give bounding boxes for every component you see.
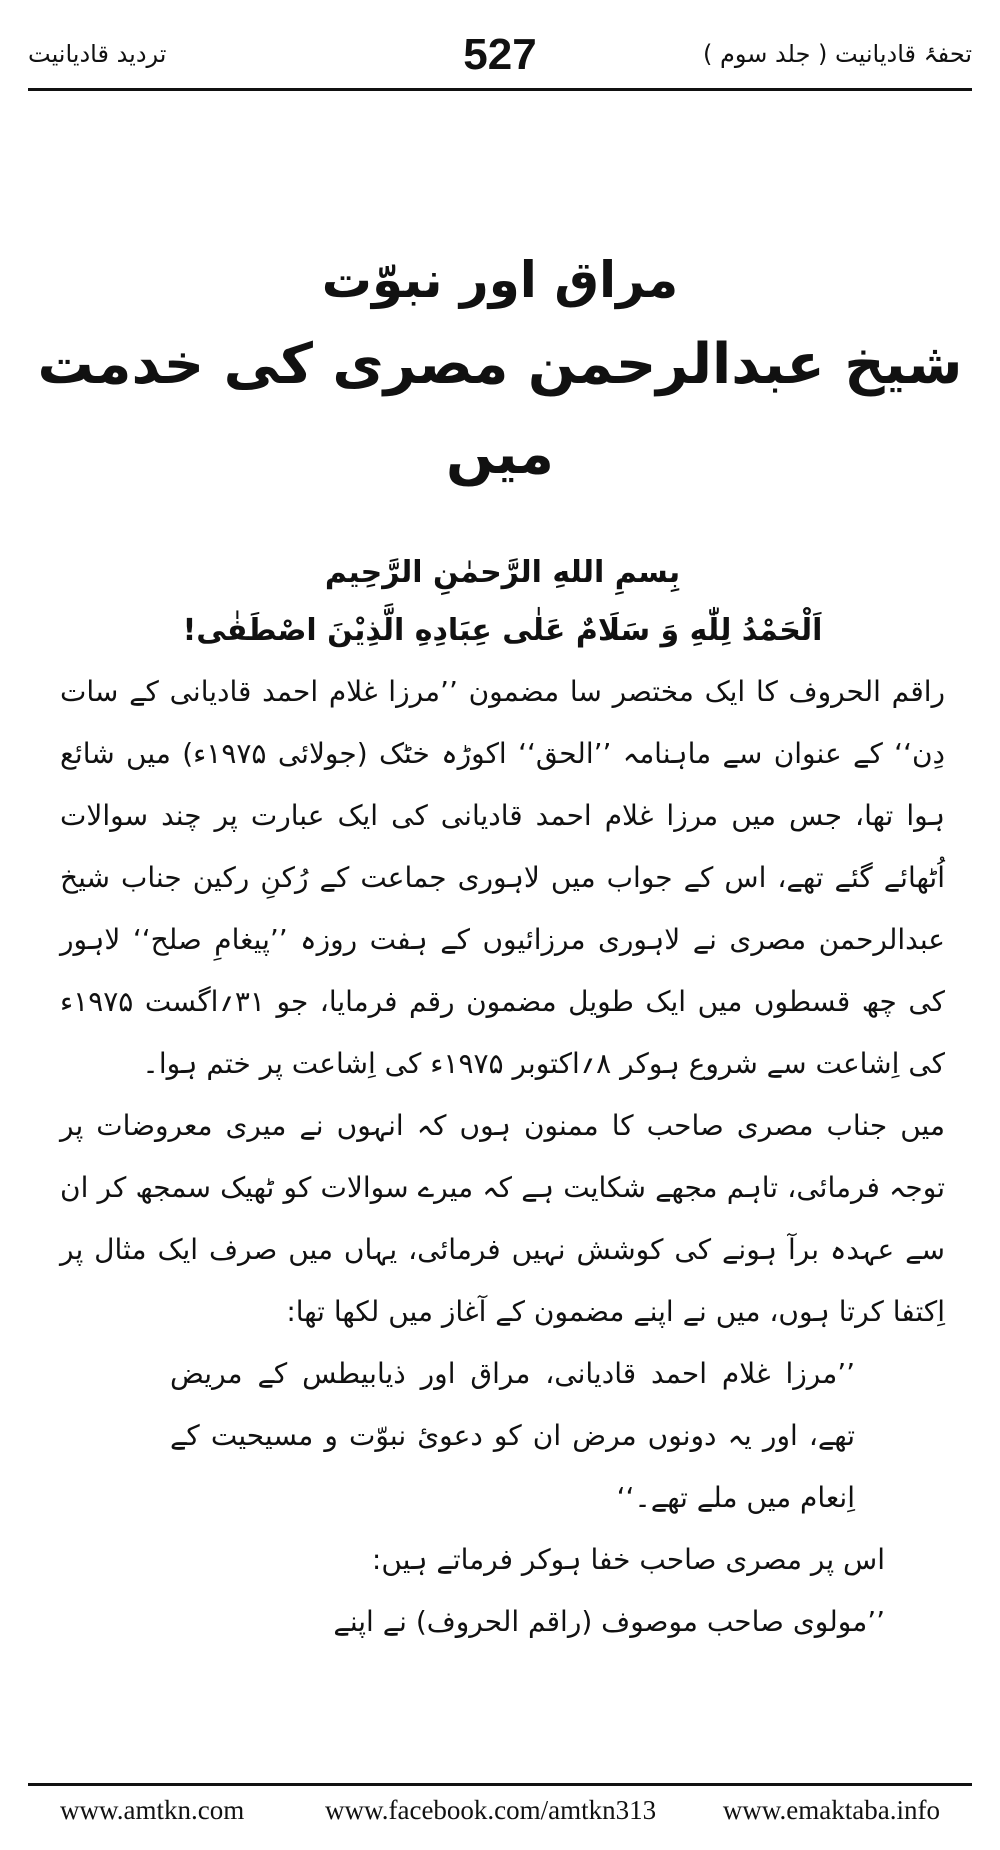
book-title: تحفۂ قادیانیت ( جلد سوم ) bbox=[703, 40, 972, 68]
paragraph-1: راقم الحروف کا ایک مختصر سا مضمون ’’مرزا غلام احمد قادیانی کے سات دِن‘‘ کے عنوان سے ماہنامہ ’’الحق‘‘ اکوڑہ خٹک (جولائی ۱۹۷۵ء) میں شائع ہوا تھا، جس میں مرزا غلام احمد قادیانی کی ایک عبارت پر چند سوالات اُٹھائے گئے تھے، اس کے جواب میں لاہوری جماعت کے رُکنِ رکین جناب شیخ عبدالرحمن مصری نے لاہوری مرزائیوں کے ہفت روزہ ’’پیغامِ صلح‘‘ لاہور کی چھ قسطوں میں ایک طویل مضمون رقم فرمایا، جو ۳۱؍اگست ۱۹۷۵ء کی اِشاعت سے شروع ہوکر ۸؍اکتوبر ۱۹۷۵ء کی اِشاعت پر ختم ہوا۔ bbox=[60, 675, 946, 1080]
block-quote-1: ’’مرزا غلام احمد قادیانی، مراق اور ذیابیطس کے مریض تھے، اور یہ دونوں مرض ان کو دعوئ نبوّت و مسیحیت کے اِنعام میں ملے تھے۔‘‘ bbox=[170, 1357, 855, 1514]
page-header bbox=[28, 30, 972, 80]
chapter-subtitle: شیخ عبدالرحمن مصری کی خدمت میں bbox=[37, 332, 963, 487]
page-content bbox=[60, 545, 945, 1653]
chapter-title: مراق اور نبوّت bbox=[321, 251, 679, 309]
page-footer bbox=[60, 1795, 940, 1835]
hamd-line: اَلْحَمْدُ لِلّٰهِ وَ سَلَامٌ عَلٰی عِبَادِهِ الَّذِیْنَ اصْطَفٰی! bbox=[182, 613, 823, 648]
basmala: بِسمِ اللهِ الرَّحمٰنِ الرَّحِیم bbox=[324, 555, 681, 590]
header-divider bbox=[28, 88, 972, 91]
paragraph-2: میں جناب مصری صاحب کا ممنون ہوں کہ انہوں نے میری معروضات پر توجہ فرمائی، تاہم مجھے شکایت ہے کہ میرے سوالات کو ٹھیک سمجھ کر ان سے عہدہ برآ ہونے کی کوشش نہیں فرمائی، یہاں میں صرف ایک مثال پر اِکتفا کرتا ہوں، میں نے اپنے مضمون کے آغاز میں لکھا تھا: bbox=[60, 1109, 945, 1328]
page-number: 527 bbox=[463, 30, 537, 79]
chapter-heading bbox=[0, 240, 1000, 500]
footer-divider bbox=[28, 1783, 972, 1786]
footer-link-emaktaba[interactable]: www.emaktaba.info bbox=[722, 1795, 940, 1825]
block-quote-2: ’’مولوی صاحب موصوف (راقم الحروف) نے اپنے bbox=[333, 1605, 885, 1638]
intro-line: اس پر مصری صاحب خفا ہوکر فرماتے ہیں: bbox=[371, 1543, 885, 1576]
footer-link-amtkn[interactable]: www.amtkn.com bbox=[60, 1795, 245, 1825]
footer-link-facebook[interactable]: www.facebook.com/amtkn313 bbox=[325, 1795, 657, 1825]
section-title: تردید قادیانیت bbox=[28, 40, 167, 68]
